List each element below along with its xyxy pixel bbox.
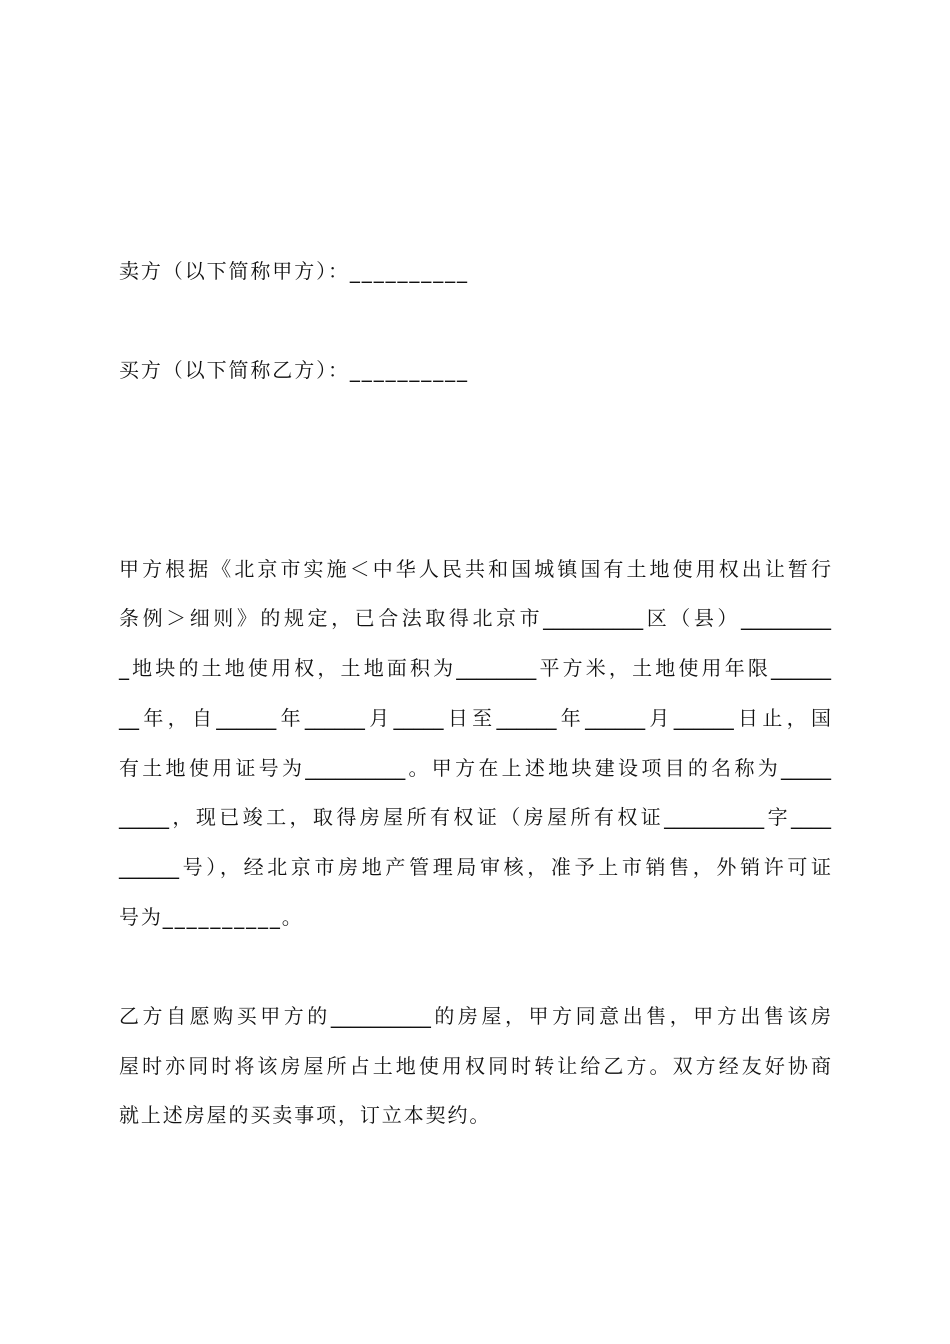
- paragraph-1-line-3: _地块的土地使用权，土地面积为________平方米，土地使用年限______: [119, 656, 831, 680]
- paragraph-1-line-7: ______号），经北京市房地产管理局审核，准予上市销售，外销许可证: [119, 855, 831, 879]
- paragraph-1-line-8: 号为__________。: [119, 905, 304, 929]
- paragraph-1-line-2: 条例＞细则》的规定，已合法取得北京市__________区（县）_________: [119, 606, 831, 630]
- paragraph-1-line-1: 甲方根据《北京市实施＜中华人民共和国城镇国有土地使用权出让暂行: [119, 557, 831, 581]
- paragraph-1-line-5: 有土地使用证号为__________。甲方在上述地块建设项目的名称为_____: [119, 756, 831, 780]
- paragraph-2-line-2: 屋时亦同时将该房屋所占土地使用权同时转让给乙方。双方经友好协商: [119, 1054, 831, 1078]
- paragraph-1-line-4: __年，自______年______月_____日至______年______月______日止，国: [119, 706, 831, 730]
- paragraph-1-line-6: _____，现已竣工，取得房屋所有权证（房屋所有权证__________字____: [119, 805, 831, 829]
- paragraph-2-line-1: 乙方自愿购买甲方的__________的房屋，甲方同意出售，甲方出售该房: [119, 1004, 831, 1028]
- buyer-line: 买方（以下简称乙方）：__________: [119, 358, 469, 382]
- paragraph-2-line-3: 就上述房屋的买卖事项，订立本契约。: [119, 1103, 492, 1127]
- seller-line: 卖方（以下简称甲方）：__________: [119, 259, 469, 283]
